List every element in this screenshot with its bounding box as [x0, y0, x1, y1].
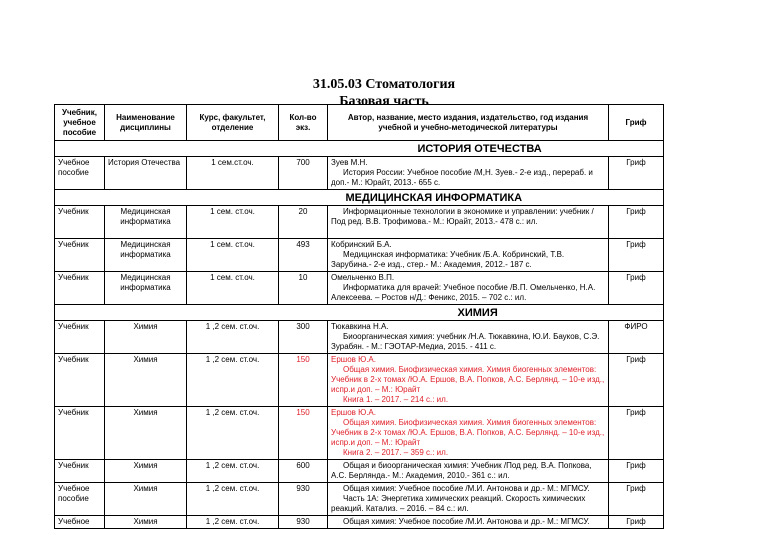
cell-type: Учебное пособие	[55, 483, 105, 516]
cell-author: Зуев М.Н. История России: Учебное пособие /М,Н. Зуев.- 2-е изд., перераб. и доп.- М.: Юрайт, 2013.- 655 с.	[328, 157, 609, 190]
section-history: ИСТОРИЯ ОТЕЧЕСТВА	[328, 141, 664, 157]
cell-stamp: Гриф	[609, 460, 664, 483]
cell-stamp: Гриф	[609, 272, 664, 305]
section-chemistry: ХИМИЯ	[328, 305, 664, 321]
cell-author: Общая химия: Учебное пособие /М.И. Антонова и др.- М.: МГМСУ.	[328, 516, 609, 529]
cell-course: 1 ,2 сем. ст.оч.	[187, 321, 279, 354]
cell-stamp: ФИРО	[609, 321, 664, 354]
cell-discipline: Химия	[105, 407, 187, 460]
cell-count: 493	[279, 239, 328, 272]
cell-count: 930	[279, 483, 328, 516]
cell-count: 150	[279, 354, 328, 407]
cell-stamp: Гриф	[609, 206, 664, 239]
cell-discipline: Медицинская информатика	[105, 272, 187, 305]
literature-table	[54, 104, 664, 529]
cell-discipline: Медицинская информатика	[105, 206, 187, 239]
cell-discipline: Медицинская информатика	[105, 239, 187, 272]
cell-course: 1 ,2 сем. ст.оч.	[187, 483, 279, 516]
cell-author: Информационные технологии в экономике и управлении: учебник /Под ред. В.В. Трофимова.- М.: Юрайт, 2013.- 478 с.: ил.	[328, 206, 609, 239]
cell-count: 700	[279, 157, 328, 190]
cell-course: 1 ,2 сем. ст.оч.	[187, 407, 279, 460]
header-stamp: Гриф	[609, 105, 664, 141]
header-type: Учебник, учебное пособие	[55, 105, 105, 141]
cell-author: Тюкавкина Н.А. Биоорганическая химия: учебник /Н.А. Тюкавкина, Ю.И. Бауков, С.Э. Зурабян. - М.: ГЭОТАР-Медиа, 2015. - 411 с.	[328, 321, 609, 354]
cell-course: 1 ,2 сем. ст.оч.	[187, 516, 279, 529]
cell-count: 600	[279, 460, 328, 483]
section-row	[55, 190, 664, 206]
cell-count: 930	[279, 516, 328, 529]
cell-discipline: Химия	[105, 516, 187, 529]
cell-discipline: Химия	[105, 460, 187, 483]
page-title: 31.05.03 Стоматология	[312, 77, 456, 92]
table-row	[55, 321, 664, 354]
cell-author: Ершов Ю.А. Общая химия. Биофизическая химия. Химия биогенных элементов: Учебник в 2-х томах /Ю.А. Ершов, В.А. Попков, А.С. Берлянд. – 10-е изд., испр.и доп. – М.: Юрайт Книга 1. – 2017. – 214 с.: ил.	[328, 354, 609, 407]
section-row	[55, 141, 664, 157]
cell-author: Омельченко В.П. Информатика для врачей: Учебное пособие /В.П. Омельченко, Н.А. Алексеева. – Ростов н/Д.: Феникс, 2015. – 702 с.: ил.	[328, 272, 609, 305]
section-row	[55, 305, 664, 321]
header-count: Кол-во экз.	[279, 105, 328, 141]
page-subtitle: Базовая часть	[339, 94, 429, 109]
cell-discipline: Химия	[105, 321, 187, 354]
cell-discipline: Химия	[105, 354, 187, 407]
cell-stamp: Гриф	[609, 407, 664, 460]
header-author: Автор, название, место издания, издательство, год издания учебной и учебно-методической литературы	[328, 105, 609, 141]
cell-count: 300	[279, 321, 328, 354]
header-discipline: Наименование дисциплины	[105, 105, 187, 141]
cell-author: Кобринский Б.А. Медицинская информатика: Учебник /Б.А. Кобринский, Т.В. Зарубина.- 2-е изд., стер.- М.: Академия, 2012.- 187 с.	[328, 239, 609, 272]
cell-stamp: Гриф	[609, 354, 664, 407]
cell-type: Учебник	[55, 272, 105, 305]
table-row	[55, 460, 664, 483]
cell-author: Общая химия: Учебное пособие /М.И. Антонова и др.- М.: МГМСУ. Часть 1А: Энергетика химических реакций. Скорость химических реакций. Катализ. – 2016. – 84 с.: ил.	[328, 483, 609, 516]
cell-discipline: История Отечества	[105, 157, 187, 190]
cell-course: 1 сем. ст.оч.	[187, 239, 279, 272]
header-row	[55, 105, 664, 141]
cell-type: Учебник	[55, 407, 105, 460]
cell-stamp: Гриф	[609, 157, 664, 190]
cell-discipline: Химия	[105, 483, 187, 516]
cell-course: 1 ,2 сем. ст.оч.	[187, 354, 279, 407]
cell-author: Ершов Ю.А. Общая химия. Биофизическая химия. Химия биогенных элементов: Учебник в 2-х томах /Ю.А. Ершов, В.А. Попков, А.С. Берлянд. – 10-е изд., испр.и доп. – М.: Юрайт Книга 2. – 2017. – 359 с.: ил.	[328, 407, 609, 460]
cell-stamp: Гриф	[609, 483, 664, 516]
cell-count: 10	[279, 272, 328, 305]
table-row	[55, 272, 664, 305]
cell-count: 20	[279, 206, 328, 239]
cell-author: Общая и биоорганическая химия: Учебник /Под ред. В.А. Попкова, А.С. Берлянда.- М.: Академия, 2010.- 361 с.: ил.	[328, 460, 609, 483]
cell-course: 1 сем. ст.оч.	[187, 206, 279, 239]
section-informatics: МЕДИЦИНСКАЯ ИНФОРМАТИКА	[328, 190, 664, 206]
cell-stamp: Гриф	[609, 239, 664, 272]
cell-type: Учебное пособие	[55, 157, 105, 190]
table-row	[55, 483, 664, 516]
cell-type: Учебник	[55, 321, 105, 354]
cell-type: Учебник	[55, 460, 105, 483]
cell-course: 1 сем.ст.оч.	[187, 157, 279, 190]
table-row	[55, 407, 664, 460]
table-row	[55, 516, 664, 529]
table-row	[55, 354, 664, 407]
table-row	[55, 239, 664, 272]
cell-type: Учебное	[55, 516, 105, 529]
cell-type: Учебник	[55, 354, 105, 407]
cell-course: 1 сем. ст.оч.	[187, 272, 279, 305]
table-row	[55, 157, 664, 190]
header-course: Курс, факультет, отделение	[187, 105, 279, 141]
cell-course: 1 ,2 сем. ст.оч.	[187, 460, 279, 483]
cell-count: 150	[279, 407, 328, 460]
cell-type: Учебник	[55, 239, 105, 272]
cell-stamp: Гриф	[609, 516, 664, 529]
table-row	[55, 206, 664, 239]
cell-type: Учебник	[55, 206, 105, 239]
